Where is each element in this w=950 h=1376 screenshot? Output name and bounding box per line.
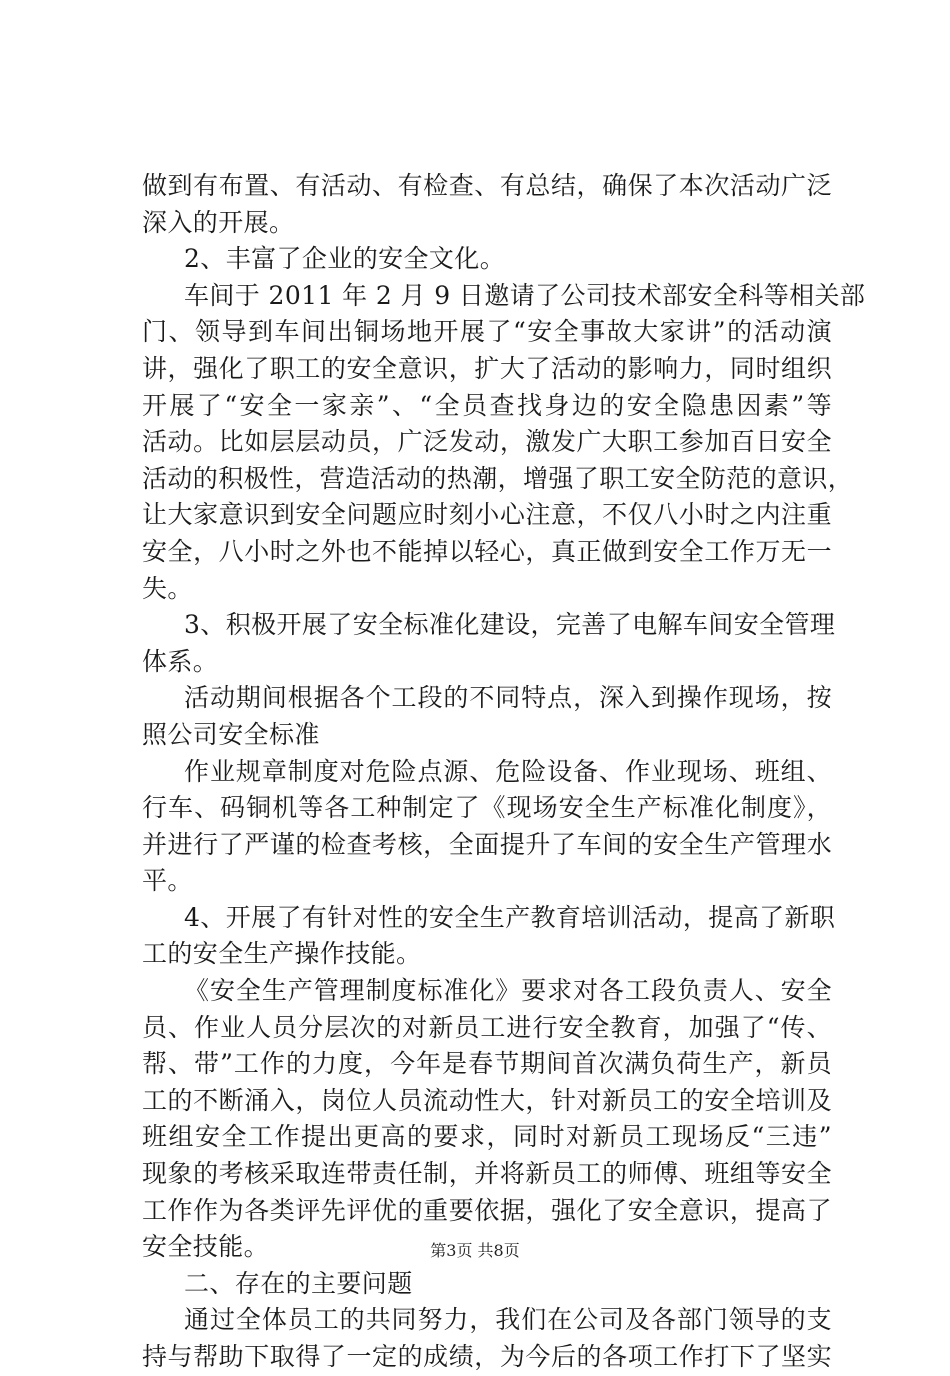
text-line: 行车、码铜机等各工种制定了《现场安全生产标准化制度》， xyxy=(142,793,832,823)
text-line: 深入的开展。 xyxy=(142,207,295,237)
text-line: 让大家意识到安全问题应时刻小心注意，不仅八小时之内注重 xyxy=(142,500,832,530)
text-line: 4、开展了有针对性的安全生产教育培训活动，提高了新职 xyxy=(184,902,836,932)
document-body xyxy=(142,168,866,1376)
text-line: 帮、带”工作的力度，今年是春节期间首次满负荷生产，新员 xyxy=(142,1049,832,1079)
paragraph xyxy=(142,278,866,607)
text-line: 做到有布置、有活动、有检查、有总结，确保了本次活动广泛 xyxy=(142,171,832,200)
text-line: 开展了“安全一家亲”、“全员查找身边的安全隐患因素”等 xyxy=(142,390,832,420)
page-footer: 第3页 共8页 xyxy=(430,1241,520,1260)
text-line: 员、作业人员分层次的对新员工进行安全教育，加强了“传、 xyxy=(142,1012,832,1042)
text-line: 通过全体员工的共同努力，我们在公司及各部门领导的支 xyxy=(184,1305,832,1335)
text-line: 车间于 2011 年 2 月 9 日邀请了公司技术部安全科等相关部 xyxy=(184,280,866,310)
text-line: 工的不断涌入，岗位人员流动性大，针对新员工的安全培训及 xyxy=(142,1085,832,1115)
text-line: 工的安全生产操作技能。 xyxy=(142,939,422,969)
text-line: 安全技能。 xyxy=(142,1232,270,1262)
text-line: 《安全生产管理制度标准化》要求对各工段负责人、安全 xyxy=(184,976,832,1006)
text-line: 门、领导到车间出铜场地开展了“安全事故大家讲”的活动演 xyxy=(142,317,832,347)
text-line: 2、丰富了企业的安全文化。 xyxy=(184,244,506,274)
text-line: 持与帮助下取得了一定的成绩，为今后的各项工作打下了坚实 xyxy=(142,1342,832,1371)
paragraph xyxy=(142,900,836,973)
text-line: 安全，八小时之外也不能掉以轻心，真正做到安全工作万无一 xyxy=(142,536,832,566)
text-line: 活动的积极性，营造活动的热潮，增强了职工安全防范的意识， xyxy=(142,463,854,493)
text-line: 体系。 xyxy=(142,646,219,676)
text-line: 现象的考核采取连带责任制，并将新员工的师傅、班组等安全 xyxy=(142,1159,832,1189)
text-line: 并进行了严谨的检查考核，全面提升了车间的安全生产管理水 xyxy=(142,829,832,859)
text-line: 工作作为各类评先评优的重要依据，强化了安全意识，提高了 xyxy=(142,1195,832,1225)
paragraph xyxy=(142,607,836,680)
text-line: 班组安全工作提出更高的要求，同时对新员工现场反“三违” xyxy=(142,1122,832,1152)
paragraph xyxy=(142,168,832,241)
text-line: 活动期间根据各个工段的不同特点，深入到操作现场，按 xyxy=(184,683,832,713)
text-line: 作业规章制度对危险点源、危险设备、作业现场、班组、 xyxy=(184,756,832,786)
paragraph xyxy=(142,973,832,1266)
paragraph xyxy=(142,1302,832,1375)
text-line: 失。 xyxy=(142,573,193,603)
paragraph xyxy=(142,680,832,753)
paragraph xyxy=(142,1266,832,1303)
text-line: 3、积极开展了安全标准化建设，完善了电解车间安全管理 xyxy=(184,610,836,640)
paragraph xyxy=(142,241,832,278)
text-line: 二、存在的主要问题 xyxy=(184,1268,413,1298)
text-line: 照公司安全标准 xyxy=(142,719,320,749)
paragraph xyxy=(142,754,832,900)
text-line: 活动。比如层层动员，广泛发动，激发广大职工参加百日安全 xyxy=(142,427,832,457)
text-line: 讲，强化了职工的安全意识，扩大了活动的影响力，同时组织 xyxy=(142,353,832,383)
text-line: 平。 xyxy=(142,866,193,896)
